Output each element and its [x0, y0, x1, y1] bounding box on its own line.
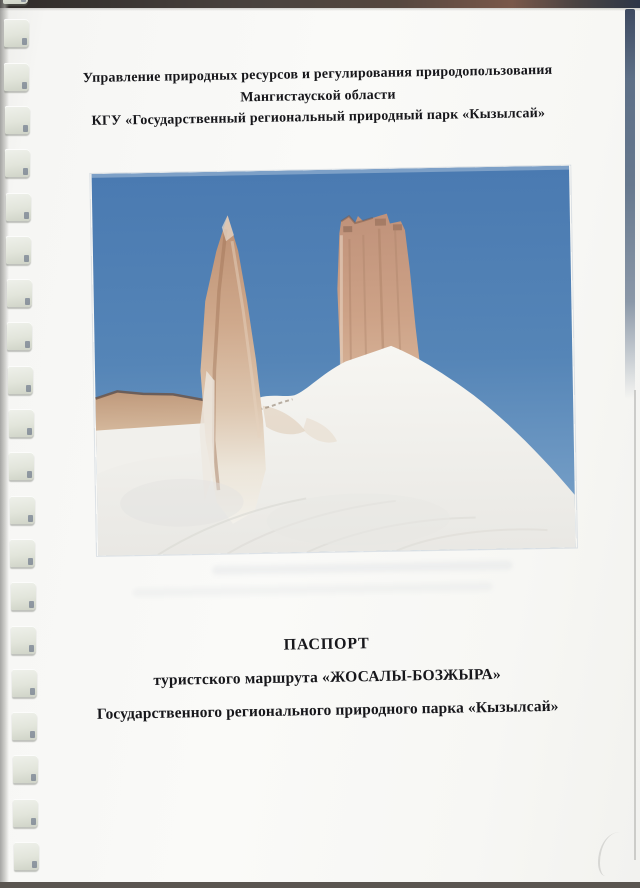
binding-tooth [8, 366, 33, 394]
page-right-edge-line [634, 390, 636, 860]
binding-combs [0, 0, 44, 882]
binding-tooth [6, 236, 31, 264]
binding-tooth [12, 669, 37, 697]
cover-edge-strip [625, 9, 635, 399]
header-line-3: КГУ «Государственный региональный природный парк «Кызылсай» [91, 106, 546, 129]
binding-tooth [10, 496, 35, 524]
binding-tooth [5, 149, 30, 177]
binding-tooth [11, 582, 36, 610]
binding-tooth [7, 322, 32, 350]
binding-tooth [4, 63, 29, 91]
organization-header [35, 59, 600, 133]
binding-tooth [14, 842, 39, 870]
binding-tooth [12, 712, 37, 740]
binding-tooth [7, 279, 32, 307]
header-line-2: Мангистауской области [240, 87, 396, 105]
binding-tooth [3, 0, 28, 4]
binding-tooth [13, 755, 38, 783]
show-through-smudge [133, 582, 493, 597]
binding-tooth [9, 409, 34, 437]
scanner-edge-strip [0, 0, 640, 8]
binding-tooth [5, 106, 30, 134]
binding-tooth [13, 799, 38, 827]
binding-tooth [9, 452, 34, 480]
route-subtitle: туристского маршрута «ЖОСАЛЫ-БОЗЖЫРА» [153, 665, 502, 689]
binding-tooth [6, 193, 31, 221]
bozzhyra-pinnacles-image [90, 166, 577, 556]
header-line-1: Управление природных ресурсов и регулирования природопользования [82, 62, 553, 87]
document-title: ПАСПОРТ [283, 635, 370, 654]
landscape-photo [90, 166, 577, 556]
binding-tooth [4, 19, 29, 47]
binding-tooth [11, 626, 36, 654]
show-through-smudge [212, 561, 512, 575]
binding-tooth [10, 539, 35, 567]
park-subtitle: Государственного регионального природного парка «Кызылсай» [96, 697, 559, 723]
